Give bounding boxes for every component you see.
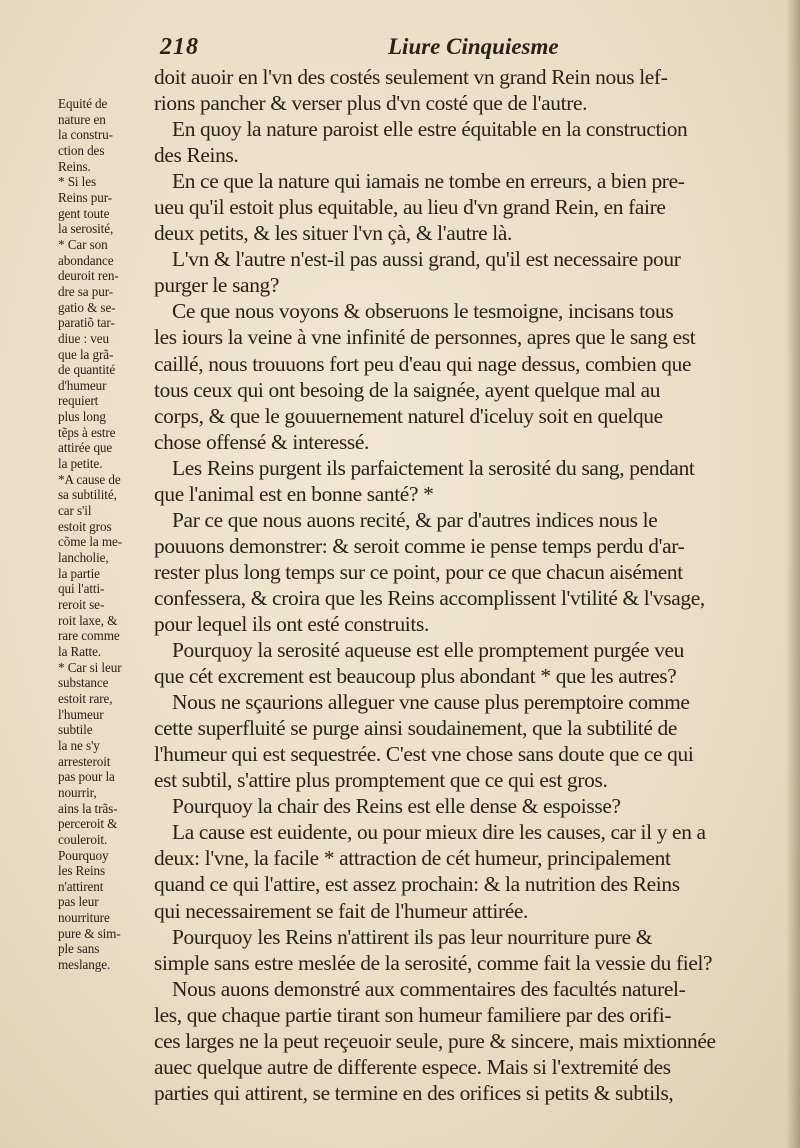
- margin-note-line: nourrir,: [58, 784, 97, 800]
- margin-note-line: la partie: [58, 565, 100, 581]
- body-text: [154, 64, 794, 1106]
- margin-note-line: rare comme: [58, 628, 120, 644]
- margin-note-line: estoit gros: [58, 518, 112, 534]
- margin-note-line: car s'il: [58, 503, 92, 519]
- margin-note-line: gatio & se-: [58, 299, 116, 315]
- text-line: cette superfluité se purge ainsi soudainement, que la subtilité de: [154, 716, 677, 741]
- margin-note-line: n'attirent: [58, 878, 104, 894]
- text-line: En ce que la nature qui iamais ne tombe en erreurs, a bien pre-: [172, 169, 685, 194]
- text-line: doit auoir en l'vn des costés seulement vn grand Rein nous lef-: [154, 65, 668, 89]
- text-line: quand ce qui l'attire, est assez prochain: & la nutrition des Reins: [154, 872, 680, 897]
- margin-note-line: Pourquoy: [58, 847, 109, 863]
- margin-note-line: les Reins: [58, 863, 106, 879]
- text-line: Pourquoy la serosité aqueuse est elle promptement purgée veu: [172, 638, 685, 663]
- margin-note-line: couleroit.: [58, 831, 108, 847]
- margin-note-line: pas leur: [58, 894, 99, 910]
- margin-notes: [58, 96, 150, 973]
- margin-note-line: arresteroit: [58, 753, 111, 769]
- text-line: caillé, nous trouuons fort peu d'eau qui nage dessus, combien que: [154, 351, 692, 376]
- text-line: corps, & que le gouuernement naturel d'iceluy soit en quelque: [154, 403, 663, 428]
- text-line: est subtil, s'attire plus promptement que ce qui est gros.: [154, 768, 608, 793]
- margin-note-line: la Ratte.: [58, 643, 102, 659]
- margin-note-line: perceroit &: [58, 816, 118, 832]
- page-header: [160, 34, 780, 64]
- text-line: que l'animal est en bonne santé? *: [154, 481, 434, 506]
- margin-note-line: Reins.: [58, 158, 91, 174]
- text-line: l'humeur qui est sequestrée. C'est vne chose sans doute que ce qui: [154, 742, 694, 767]
- text-line: confessera, & croira que les Reins accomplissent l'vtilité & l'vsage,: [154, 585, 705, 610]
- text-line: simple sans estre meslée de la serosité, comme fait la vessie du fiel?: [154, 950, 713, 975]
- margin-note-line: la serosité,: [58, 221, 114, 237]
- margin-note-line: l'humeur: [58, 706, 104, 722]
- margin-note-line: reroit se-: [58, 597, 105, 612]
- margin-note-line: plus long: [58, 409, 106, 425]
- text-line: purger le sang?: [154, 273, 280, 298]
- text-line: Pourquoy les Reins n'attirent ils pas leur nourriture pure &: [172, 924, 653, 949]
- margin-note-line: Reins pur-: [58, 189, 113, 205]
- text-line: Nous auons demonstré aux commentaires des facultés naturel-: [172, 976, 686, 1001]
- text-line: les iours la veine à vne infinité de personnes, apres que le sang est: [154, 325, 696, 350]
- margin-note-line: pure & sim-: [58, 925, 121, 941]
- text-line: des Reins.: [154, 143, 239, 168]
- margin-note-line: la petite.: [58, 456, 103, 472]
- margin-note-line: d'humeur: [58, 377, 107, 393]
- text-line: La cause est euidente, ou pour mieux dire les causes, car il y en a: [172, 820, 706, 845]
- page-edge-shadow: [786, 0, 800, 1148]
- text-line: rions pancher & verser plus d'vn costé que de l'autre.: [154, 91, 588, 116]
- margin-note-line: meslange.: [58, 957, 111, 973]
- margin-note-line: diue : veu: [58, 330, 110, 346]
- margin-note-line: abondance: [58, 252, 114, 268]
- text-line: ueu qu'il estoit plus equitable, au lieu d'vn grand Rein, en faire: [154, 195, 666, 220]
- text-line: chose offensé & interessé.: [154, 429, 370, 454]
- text-line: Par ce que nous auons recité, & par d'autres indices nous le: [172, 507, 658, 532]
- text-line: que cét excrement est beaucoup plus abondant * que les autres?: [154, 664, 677, 689]
- text-line: ces larges ne la peut reçeuoir seule, pure & sincere, mais mixtionnée: [154, 1028, 716, 1053]
- margin-note-line: * Car si leur: [58, 659, 122, 675]
- margin-note-line: ple sans: [58, 941, 100, 957]
- margin-note-line: requiert: [58, 393, 99, 409]
- text-line: Ce que nous voyons & obseruons le tesmoigne, incisans tous: [172, 299, 674, 324]
- margin-note-line: qui l'atti-: [58, 581, 105, 597]
- text-line: auec quelque autre de differente espece. Mais si l'extremité des: [154, 1054, 671, 1079]
- margin-note-line: deuroit ren-: [58, 268, 119, 284]
- text-line: qui necessairement se fait de l'humeur attirée.: [154, 898, 529, 923]
- text-line: pouuons demonstrer: & seroit comme ie pense temps perdu d'ar-: [154, 533, 685, 558]
- running-head: Liure Cinquiesme: [388, 34, 559, 59]
- margin-note-line: attirée que: [58, 440, 113, 456]
- text-line: Nous ne sçaurions alleguer vne cause plus peremptoire comme: [172, 690, 690, 715]
- text-line: L'vn & l'autre n'est-il pas aussi grand, qu'il est necessaire pour: [172, 247, 681, 272]
- margin-note-line: ains la trãs-: [58, 800, 118, 816]
- margin-note-line: ction des: [58, 142, 105, 158]
- margin-note-line: cõme la me-: [58, 534, 123, 550]
- margin-note-line: nature en: [58, 111, 106, 127]
- margin-note-line: tẽps à estre: [58, 424, 116, 440]
- text-line: tous ceux qui ont besoing de la saignée, ayent quelque mal au: [154, 377, 661, 402]
- text-line: pour lequel ils ont esté construits.: [154, 611, 429, 636]
- margin-note-line: la constru-: [58, 127, 113, 143]
- margin-note-line: que la grã-: [58, 346, 114, 362]
- text-line: les, que chaque partie tirant son humeur familiere par des orifi-: [154, 1002, 672, 1027]
- margin-note-line: gent toute: [58, 205, 110, 221]
- page-number: 218: [160, 34, 199, 60]
- margin-note-line: roit laxe, &: [58, 612, 118, 628]
- margin-note-line: estoit rare,: [58, 690, 113, 706]
- margin-note-line: la ne s'y: [58, 737, 100, 753]
- margin-note-line: paratiõ tar-: [58, 315, 115, 331]
- margin-note-line: subtile: [58, 722, 93, 738]
- margin-note-line: sa subtilité,: [58, 487, 117, 503]
- margin-note-line: dre sa pur-: [58, 283, 114, 299]
- margin-note-line: lancholie,: [58, 550, 109, 566]
- text-line: Les Reins purgent ils parfaictement la serosité du sang, pendant: [172, 455, 695, 480]
- margin-note-line: nourriture: [58, 910, 110, 926]
- margin-note-line: * Car son: [58, 236, 108, 252]
- text-line: Pourquoy la chair des Reins est elle dense & espoisse?: [172, 794, 621, 819]
- margin-note-line: *A cause de: [58, 471, 121, 487]
- text-line: deux: l'vne, la facile * attraction de cét humeur, principalement: [154, 846, 671, 871]
- text-line: rester plus long temps sur ce point, pour ce que chacun aisément: [154, 559, 683, 584]
- margin-note-line: Equité de: [58, 96, 108, 111]
- margin-note-line: pas pour la: [58, 769, 115, 785]
- text-line: parties qui attirent, se termine en des orifices si petits & subtils,: [154, 1080, 674, 1105]
- text-line: En quoy la nature paroist elle estre équitable en la construction: [172, 117, 688, 142]
- margin-note-line: substance: [58, 675, 109, 691]
- margin-note-line: * Si les: [58, 174, 97, 190]
- text-line: deux petits, & les situer l'vn çà, & l'autre là.: [154, 221, 513, 246]
- margin-note-line: de quantité: [58, 362, 116, 378]
